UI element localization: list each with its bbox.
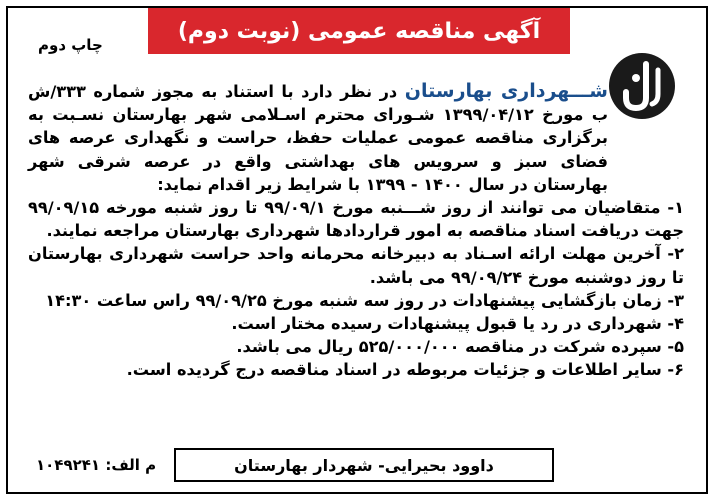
header-banner bbox=[148, 8, 570, 54]
condition-item: ۲- آخرین مهلت ارائه اسـناد به دبیرخانه محرمانه واحد حراست شهرداری بهارستان تا روز دوشنبه مورخ ۹۹/۰۹/۲۴ می باشد. bbox=[28, 244, 684, 287]
condition-item: ۳- زمان بازگشایی پیشنهادات در روز سه شنبه مورخ ۹۹/۰۹/۲۵ راس ساعت ۱۴:۳۰ bbox=[45, 290, 684, 310]
print-edition-label: چاپ دوم bbox=[38, 36, 103, 54]
organization-name: شـــهرداری بهارستان bbox=[404, 80, 608, 102]
ad-code: م الف: ۱۰۴۹۲۴۱ bbox=[36, 456, 157, 474]
condition-item: ۴- شهرداری در رد یا قبول پیشنهادات رسیده مختار است. bbox=[231, 314, 684, 334]
condition-item: ۱- متقاضیان می توانند از روز شـــنبه مورخ ۹۹/۰۹/۱ تا روز شنبه مورخه ۹۹/۰۹/۱۵ جهت دریافت اسناد مناقصه به امور قراردادها شهرداری بهارستان مراجعه نمایند. bbox=[28, 198, 684, 241]
notice-body bbox=[28, 80, 684, 382]
footer bbox=[8, 448, 696, 484]
condition-item: ۵- سپرده شرکت در مناقصه ۵۲۵/۰۰۰/۰۰۰ ریال می باشد. bbox=[236, 337, 684, 357]
intro-text: در نظر دارد با استناد به مجوز شماره ۳۳۳/ش ب مورخ ۱۳۹۹/۰۴/۱۲ شـورای محترم اسـلامی شهر بهارستان نسـبت به برگزاری مناقصه عمومی عملیات حفظ، حراست و نگهداری عرصه های فضای سبز و سرویس های بهداشتی واقع در عرصه شرقی شهر بهارستان در سال ۱۴۰۰ - ۱۳۹۹ با شرایط زیر اقدام نماید: bbox=[28, 82, 608, 194]
signature-box bbox=[174, 448, 554, 482]
condition-item: ۶- سایر اطلاعات و جزئیات مربوطه در اسناد مناقصه درج گردیده است. bbox=[126, 360, 684, 380]
intro-paragraph bbox=[28, 80, 684, 196]
mayor-signature: داوود بحیرایی- شهردار بهارستان bbox=[234, 455, 494, 475]
notice-title: آگهی مناقصه عمومی (نوبت دوم) bbox=[177, 18, 541, 44]
